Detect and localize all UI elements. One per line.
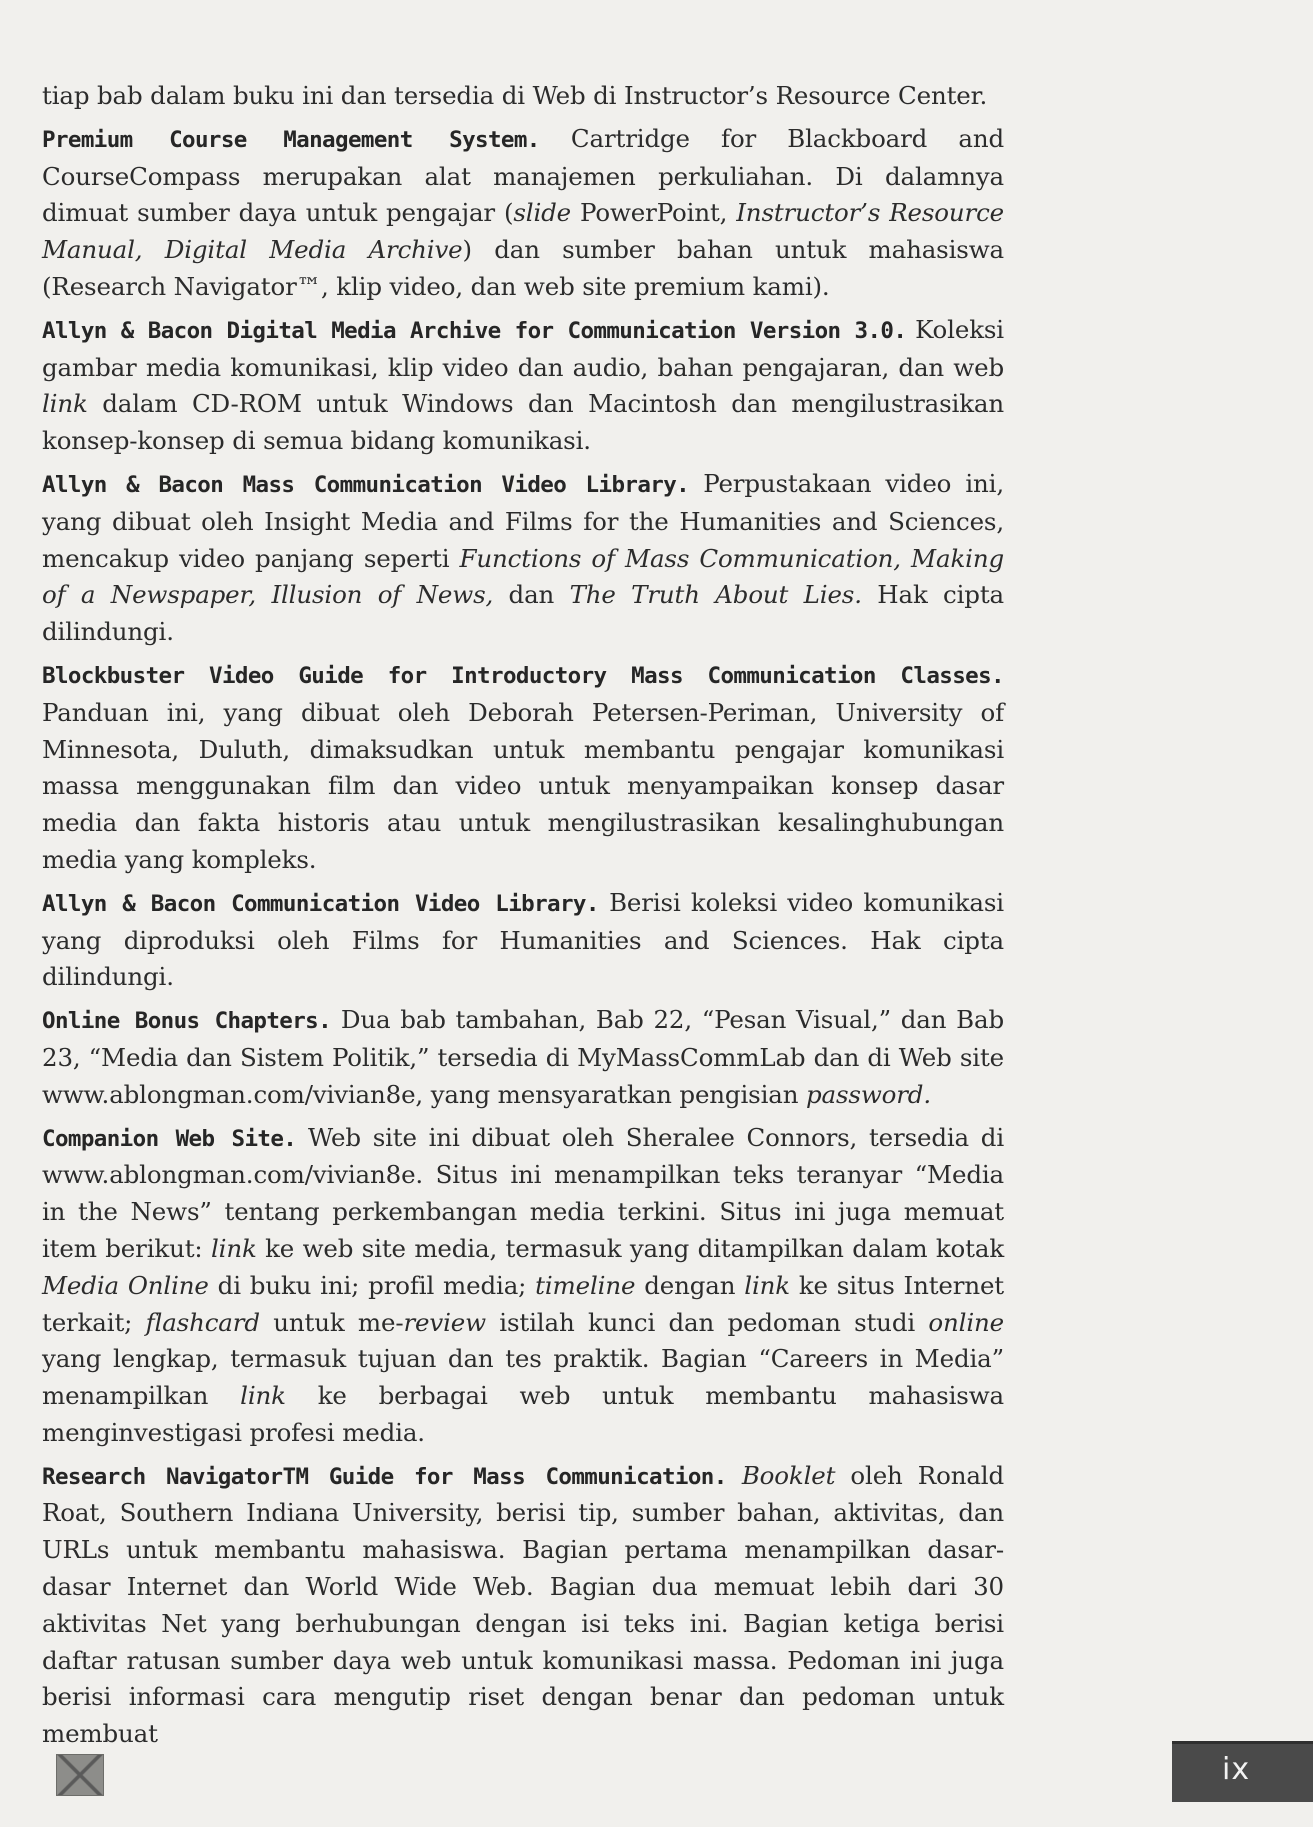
companion-italic-2: Media Online — [42, 1270, 209, 1300]
research-heading: Research NavigatorTM Guide for Mass Communication. — [42, 1463, 727, 1490]
premium-italic-1: slide — [513, 198, 572, 228]
mass-video-italic-1: Functions of Mass Communication, Making of a Newspaper, Illusion of News, — [42, 543, 1004, 610]
companion-text-9: ke berbagai web untuk membantu mahasiswa menginvestigasi profesi media. — [42, 1381, 1004, 1447]
companion-text-6: untuk me- — [259, 1307, 404, 1337]
companion-text-1: Web site ini dibuat oleh Sheralee Connors, tersedia di www.ablongman.com/vivian8e. Situs ini menampilkan teks teranyar “Media in the News” tentang perkembangan media terkini. Situs ini juga memuat item berikut: — [42, 1122, 1004, 1263]
companion-italic-5: flashcard — [145, 1307, 260, 1337]
companion-text-3: di buku ini; profil media; — [208, 1270, 536, 1300]
companion-text-4: dengan — [635, 1270, 745, 1300]
bonus-text-1: Dua bab tambahan, Bab 22, “Pesan Visual,” dan Bab 23, “Media dan Sistem Politik,” tersedia di MyMassCommLab dan di Web site www.ablongman.com/vivian8e, yang mensyaratkan pengisian — [42, 1005, 1004, 1109]
intro-paragraph — [42, 78, 1004, 115]
digital-archive-text-2: dalam CD-ROM untuk Windows dan Macintosh dan mengilustrasikan konsep-konsep di semua bidang komunikasi. — [42, 389, 1004, 456]
comm-video-heading: Allyn & Bacon Communication Video Library. — [42, 890, 599, 917]
mass-video-paragraph — [42, 466, 1004, 651]
companion-text-2: ke web site media, termasuk yang ditampilkan dalam kotak — [256, 1233, 1005, 1263]
premium-text-3: ) dan sumber bahan untuk mahasiswa (Research Navigator™, klip video, dan web site premium kami). — [42, 235, 1004, 301]
research-text-1: oleh Ronald Roat, Southern Indiana University, berisi tip, sumber bahan, aktivitas, dan URLs untuk membantu mahasiswa. Bagian pertama menampilkan dasar-dasar Internet dan World Wide Web. Bagian dua memuat lebih dari 30 aktivitas Net yang berhubungan dengan isi teks ini. Bagian ketiga berisi daftar ratusan sumber daya web untuk komunikasi massa. Pedoman ini juga berisi informasi cara mengutip riset dengan benar dan pedoman untuk membuat — [42, 1460, 1005, 1749]
companion-paragraph — [42, 1120, 1004, 1452]
digital-archive-paragraph — [42, 312, 1004, 460]
mass-video-italic-2: The Truth About Lies. — [569, 580, 862, 610]
digital-archive-text-1: Koleksi gambar media komunikasi, klip video dan audio, bahan pengajaran, dan web — [42, 314, 1004, 382]
premium-italic-2: Instructor’s Resource Manual, Digital Media Archive — [42, 198, 1004, 265]
premium-text-1: Cartridge for Blackboard and CourseCompass merupakan alat manajemen perkuliahan. Di dalamnya dimuat sumber daya untuk pengajar ( — [42, 123, 1004, 228]
digital-archive-italic-1: link — [42, 389, 88, 419]
mass-video-text-3: Hak cipta dilindungi. — [42, 580, 1004, 647]
companion-italic-8: link — [240, 1381, 286, 1411]
premium-text-2: PowerPoint, — [571, 198, 737, 228]
mass-video-text-2: dan — [493, 580, 570, 610]
digital-archive-heading: Allyn & Bacon Digital Media Archive for Communication Version 3.0. — [42, 317, 907, 344]
companion-text-7: istilah kunci dan pedoman studi — [485, 1307, 929, 1337]
companion-italic-3: timeline — [535, 1270, 636, 1300]
blockbuster-paragraph — [42, 657, 1004, 879]
mass-video-heading: Allyn & Bacon Mass Communication Video Library. — [42, 471, 690, 498]
companion-heading: Companion Web Site. — [42, 1125, 297, 1152]
premium-paragraph — [42, 121, 1004, 306]
companion-italic-6: review — [403, 1307, 486, 1337]
mass-video-text-1: Perpustakaan video ini, yang dibuat oleh Insight Media and Films for the Humanities and Sciences, mencakup video panjang seperti — [42, 468, 1004, 573]
bonus-italic-1: password. — [805, 1079, 931, 1109]
research-italic-1: Booklet — [741, 1460, 836, 1490]
companion-text-5: ke situs Internet terkait; — [42, 1270, 1004, 1337]
page-number-tab — [1172, 1741, 1313, 1802]
research-paragraph — [42, 1458, 1004, 1753]
companion-italic-4: link — [744, 1270, 790, 1300]
bonus-heading: Online Bonus Chapters. — [42, 1008, 332, 1035]
page-number: ix — [1222, 1752, 1251, 1787]
comm-video-text-1: Berisi koleksi video komunikasi yang diproduksi oleh Films for Humanities and Sciences. Hak cipta dilindungi. — [42, 887, 1004, 992]
blockbuster-heading: Blockbuster Video Guide for Introductory Mass Communication Classes. — [42, 662, 1004, 689]
corner-ornament-icon — [56, 1754, 104, 1796]
page-body — [42, 78, 1004, 1759]
comm-video-paragraph — [42, 885, 1004, 996]
intro-text: tiap bab dalam buku ini dan tersedia di Web di Instructor’s Resource Center. — [42, 81, 988, 110]
blockbuster-text-1: Panduan ini, yang dibuat oleh Deborah Petersen-Periman, University of Minnesota, Duluth, dimaksudkan untuk membantu pengajar komunikasi massa menggunakan film dan video untuk menyampaikan konsep dasar media dan fakta historis atau untuk mengilustrasikan kesalinghubungan media yang kompleks. — [42, 697, 1004, 874]
bonus-paragraph — [42, 1002, 1004, 1113]
premium-heading: Premium Course Management System. — [42, 126, 540, 153]
companion-italic-7: online — [928, 1307, 1004, 1337]
companion-text-8: yang lengkap, termasuk tujuan dan tes praktik. Bagian “Careers in Media” menampilkan — [42, 1344, 1004, 1411]
companion-italic-1: link — [210, 1233, 257, 1263]
research-text-0 — [727, 1461, 742, 1490]
